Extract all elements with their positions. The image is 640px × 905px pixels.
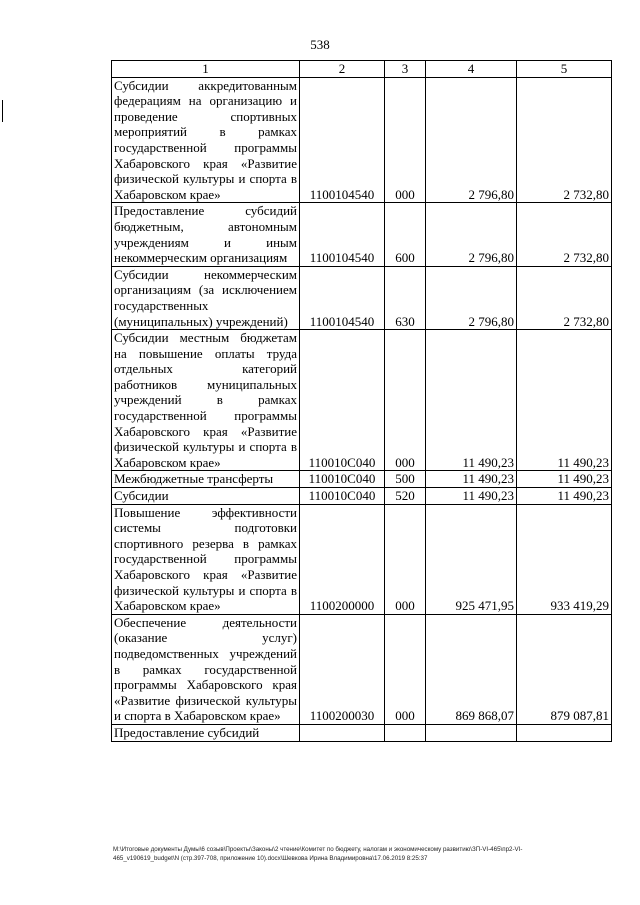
row-vr: 000 <box>385 330 426 471</box>
row-value-4: 2 796,80 <box>426 203 517 266</box>
header-col-2: 2 <box>300 61 385 78</box>
document-footer <box>113 845 613 863</box>
row-vr: 600 <box>385 203 426 266</box>
table-row <box>112 614 612 724</box>
row-value-4: 2 796,80 <box>426 266 517 329</box>
row-value-5: 11 490,23 <box>517 330 612 471</box>
header-col-4: 4 <box>426 61 517 78</box>
footer-path-line-2: 465_v190619_budget\N (стр.397-708, приложение 10).docx\Шевкова Ирина Владимировна\17.06.2019 8:25:37 <box>113 855 428 862</box>
row-value-4 <box>426 724 517 741</box>
row-name: Субсидии местным бюджетам на повышение оплаты труда отдельных категорий работников муниципальных учреждений в рамках государственной программы Хабаровского края «Развитие физической культуры и спорта в Хабаровском крае» <box>112 330 300 471</box>
row-value-5: 11 490,23 <box>517 471 612 488</box>
row-vr: 520 <box>385 488 426 505</box>
row-code: 110010С040 <box>300 471 385 488</box>
row-value-4: 11 490,23 <box>426 488 517 505</box>
budget-table <box>111 60 612 742</box>
row-value-5: 11 490,23 <box>517 488 612 505</box>
row-value-4: 869 868,07 <box>426 614 517 724</box>
footer-path-line-1: M:\Итоговые документы Думы\6 созыв\Проекты\Законы\2 чтение\Комитет по бюджету, налогам и экономическому развитию\ЗП-VI-465\пр2-VI- <box>113 846 523 853</box>
table-row <box>112 330 612 471</box>
table-row <box>112 203 612 266</box>
table-row <box>112 471 612 488</box>
row-value-5: 933 419,29 <box>517 504 612 614</box>
row-name: Субсидии некоммерческим организациям (за исключением государственных (муниципальных) учреждений) <box>112 266 300 329</box>
table-row <box>112 504 612 614</box>
header-col-1: 1 <box>112 61 300 78</box>
header-col-5: 5 <box>517 61 612 78</box>
row-code: 1100104540 <box>300 77 385 203</box>
row-name: Межбюджетные трансферты <box>112 471 300 488</box>
row-name: Предоставление субсидий <box>112 724 300 741</box>
row-value-4: 11 490,23 <box>426 471 517 488</box>
row-value-4: 2 796,80 <box>426 77 517 203</box>
row-code: 1100200030 <box>300 614 385 724</box>
row-code: 1100104540 <box>300 266 385 329</box>
page-number: 538 <box>310 37 330 52</box>
row-vr <box>385 724 426 741</box>
margin-mark <box>2 100 3 122</box>
row-vr: 000 <box>385 504 426 614</box>
row-vr: 000 <box>385 77 426 203</box>
row-code: 110010С040 <box>300 330 385 471</box>
row-value-5: 879 087,81 <box>517 614 612 724</box>
row-vr: 500 <box>385 471 426 488</box>
row-code: 110010С040 <box>300 488 385 505</box>
row-name: Обеспечение деятельности (оказание услуг) подведомственных учреждений в рамках государственной программы Хабаровского края «Развитие физической культуры и спорта в Хабаровском крае» <box>112 614 300 724</box>
table-row <box>112 488 612 505</box>
row-code: 1100104540 <box>300 203 385 266</box>
row-value-4: 925 471,95 <box>426 504 517 614</box>
row-vr: 000 <box>385 614 426 724</box>
row-value-5: 2 732,80 <box>517 77 612 203</box>
row-name: Субсидии <box>112 488 300 505</box>
row-value-5: 2 732,80 <box>517 203 612 266</box>
row-code: 1100200000 <box>300 504 385 614</box>
row-vr: 630 <box>385 266 426 329</box>
row-value-5 <box>517 724 612 741</box>
row-name: Субсидии аккредитованным федерациям на организацию и проведение спортивных мероприятий в рамках государственной программы Хабаровского края «Развитие физической культуры и спорта в Хабаровском крае» <box>112 77 300 203</box>
table-header-row <box>112 61 612 78</box>
row-name: Предоставление субсидий бюджетным, автономным учреждениям и иным некоммерческим организациям <box>112 203 300 266</box>
row-value-5: 2 732,80 <box>517 266 612 329</box>
table-row <box>112 724 612 741</box>
row-name: Повышение эффективности системы подготовки спортивного резерва в рамках государственной программы Хабаровского края «Развитие физической культуры и спорта в Хабаровском крае» <box>112 504 300 614</box>
row-value-4: 11 490,23 <box>426 330 517 471</box>
table-row <box>112 77 612 203</box>
header-col-3: 3 <box>385 61 426 78</box>
row-code <box>300 724 385 741</box>
table-row <box>112 266 612 329</box>
